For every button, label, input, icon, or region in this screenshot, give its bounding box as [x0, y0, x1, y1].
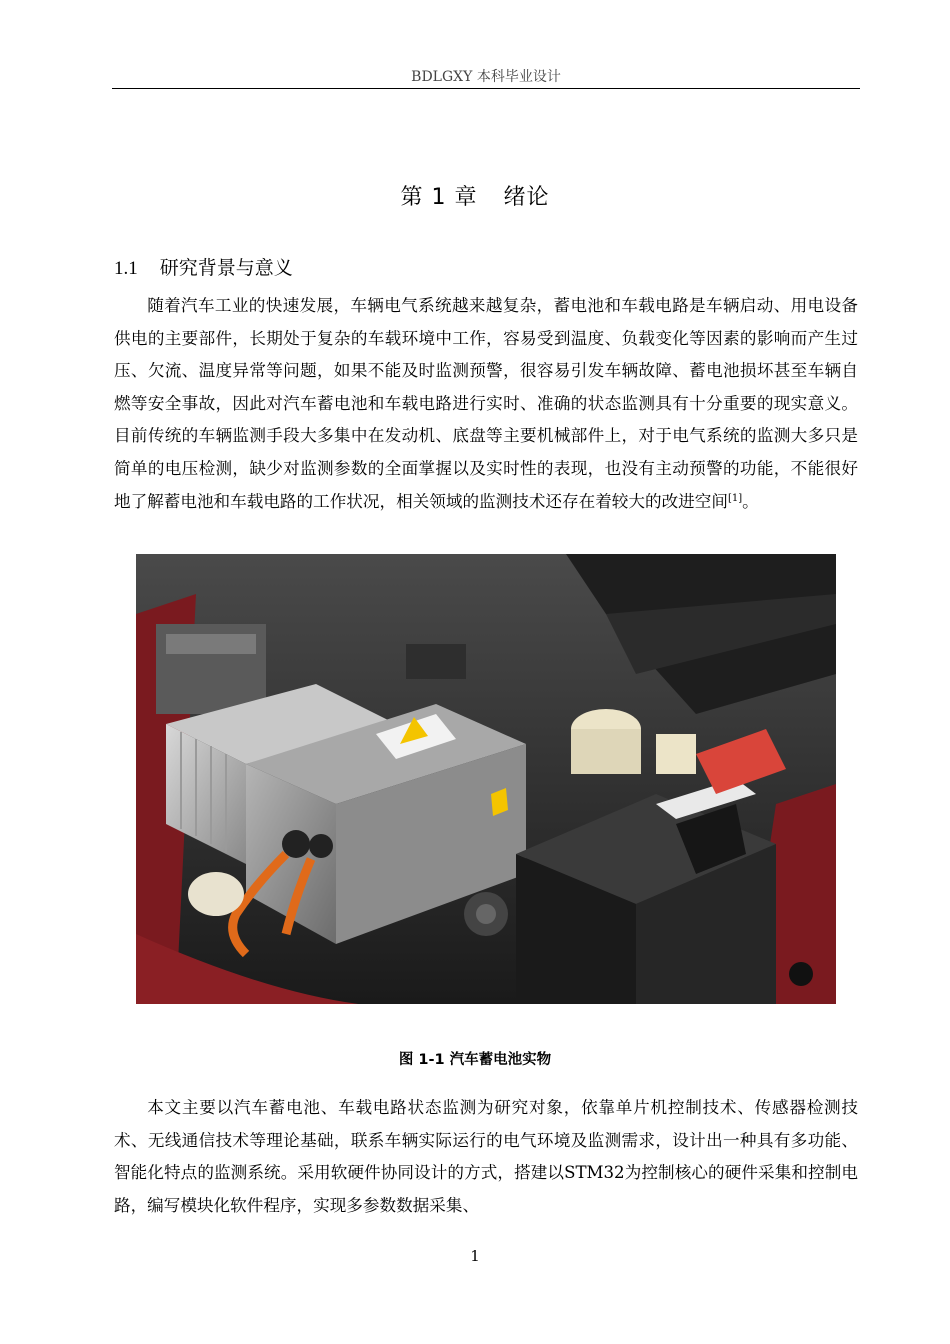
paragraph-1-text: 随着汽车工业的快速发展，车辆电气系统越来越复杂，蓄电池和车载电路是车辆启动、用电设备供电的主要部件，长期处于复杂的车载环境中工作，容易受到温度、负载变化等因素的影响而产生过压、欠流、温度异常等问题，如果不能及时监测预警，很容易引发车辆故障、蓄电池损坏甚至车辆自燃等安全事故，因此对汽车蓄电池和车载电路进行实时、准确的状态监测具有十分重要的现实意义。目前传统的车辆监测手段大多集中在发动机、底盘等主要机械部件上，对于电气系统的监测大多只是简单的电压检测，缺少对监测参数的全面掌握以及实时性的表现，也没有主动预警的功能，不能很好地了解蓄电池和车载电路的工作状况，相关领域的监测技术还存在着较大的改进空间: [114, 296, 858, 511]
engine-bay-illustration: [136, 554, 836, 1004]
figure-caption: 图 1-1 汽车蓄电池实物: [398, 1052, 552, 1068]
section-heading: [114, 253, 293, 280]
paragraph-1-end: 。: [742, 491, 759, 511]
chapter-heading: [0, 180, 950, 211]
body-paragraph-1: [114, 290, 858, 518]
battery-photo: [136, 554, 836, 1004]
page-header: BDLGXY 本科毕业设计: [112, 66, 860, 89]
paragraph-2-text: 本文主要以汽车蓄电池、车载电路状态监测为研究对象，依靠单片机控制技术、传感器检测技术、无线通信技术等理论基础，联系车辆实际运行的电气环境及监测需求，设计出一种具有多功能、智能化特点的监测系统。采用软硬件协同设计的方式，搭建以STM32为控制核心的硬件采集和控制电路，编写模块化软件程序，实现多参数数据采集、: [114, 1098, 858, 1215]
body-paragraph-2: [114, 1092, 858, 1222]
page-number: 1: [470, 1247, 480, 1265]
chapter-number: 第 1 章: [400, 185, 478, 210]
citation-ref[interactable]: [1]: [727, 492, 743, 504]
section-title: 研究背景与意义: [159, 257, 293, 279]
section-number: 1.1: [114, 258, 138, 279]
chapter-title: 绪论: [503, 185, 550, 210]
